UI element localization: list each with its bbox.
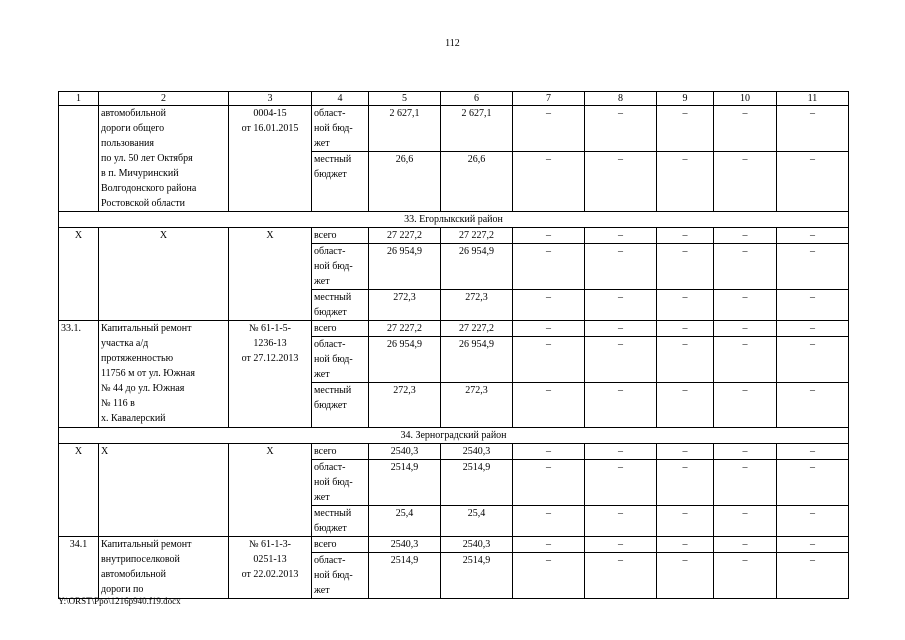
dash-cell: – [714,321,777,337]
col-header: 5 [369,92,441,106]
object-name-cell: Капитальный ремонт внутрипоселковой автомобильной дороги по [99,537,229,599]
dash-cell: – [714,106,777,152]
object-name-cell: автомобильной дороги общего пользования по ул. 50 лет Октября в п. Мичуринский Волгодонского района Ростовской области [99,106,229,212]
dash-cell: – [657,152,714,212]
dash-cell: – [777,537,849,553]
col-header: 11 [777,92,849,106]
value-cell: 27 227,2 [369,321,441,337]
dash-cell: – [585,444,657,460]
value-cell: 2 627,1 [441,106,513,152]
value-cell: 272,3 [369,383,441,428]
col-header: 7 [513,92,585,106]
dash-cell: – [714,244,777,290]
dash-cell: – [777,383,849,428]
value-cell: 2540,3 [441,444,513,460]
dash-cell: – [585,460,657,506]
dash-cell: – [777,290,849,321]
dash-cell: – [777,152,849,212]
value-cell: 26,6 [441,152,513,212]
dash-cell: – [585,244,657,290]
funding-source-cell: всего [312,228,369,244]
table-row [59,321,849,337]
dash-cell: – [714,383,777,428]
dash-cell: – [585,553,657,599]
value-cell: 2 627,1 [369,106,441,152]
item-number-cell [59,106,99,212]
document-cell: № 61-1-5- 1236-13 от 27.12.2013 [229,321,312,428]
funding-source-cell: местный бюджет [312,290,369,321]
dash-cell: – [714,290,777,321]
value-cell: 2540,3 [369,444,441,460]
col-header: 9 [657,92,714,106]
value-cell: 26 954,9 [441,337,513,383]
dash-cell: – [585,337,657,383]
dash-cell: – [657,228,714,244]
dash-cell: – [777,460,849,506]
value-cell: 26 954,9 [369,337,441,383]
dash-cell: – [513,152,585,212]
dash-cell: – [585,537,657,553]
financing-table [58,91,849,599]
dash-cell: – [714,337,777,383]
dash-cell: – [657,321,714,337]
section-row [59,212,849,228]
dash-cell: – [777,106,849,152]
column-number-row [59,92,849,106]
col-header: 4 [312,92,369,106]
table-row [59,537,849,553]
value-cell: 272,3 [441,383,513,428]
value-cell: 272,3 [369,290,441,321]
dash-cell: – [657,506,714,537]
dash-cell: – [657,537,714,553]
section-row [59,428,849,444]
table-row [59,106,849,152]
dash-cell: – [513,383,585,428]
item-number-cell: Х [59,444,99,537]
dash-cell: – [585,290,657,321]
funding-source-cell: всего [312,321,369,337]
dash-cell: – [513,290,585,321]
dash-cell: – [513,106,585,152]
col-header: 8 [585,92,657,106]
dash-cell: – [714,152,777,212]
col-header: 10 [714,92,777,106]
dash-cell: – [714,228,777,244]
funding-source-cell: всего [312,444,369,460]
document-cell: 0004-15 от 16.01.2015 [229,106,312,212]
section-title: 33. Егорлыкский район [59,212,849,228]
document-cell: № 61-1-3- 0251-13 от 22.02.2013 [229,537,312,599]
dash-cell: – [513,553,585,599]
dash-cell: – [585,106,657,152]
funding-source-cell: област- ной бюд- жет [312,553,369,599]
col-header: 1 [59,92,99,106]
funding-source-cell: местный бюджет [312,152,369,212]
item-number-cell: 33.1. [59,321,99,428]
funding-source-cell: местный бюджет [312,383,369,428]
value-cell: 27 227,2 [369,228,441,244]
dash-cell: – [657,460,714,506]
value-cell: 2514,9 [441,460,513,506]
dash-cell: – [777,244,849,290]
value-cell: 25,4 [441,506,513,537]
dash-cell: – [777,337,849,383]
item-number-cell: Х [59,228,99,321]
dash-cell: – [585,228,657,244]
dash-cell: – [714,460,777,506]
document-cell: Х [229,444,312,537]
col-header: 3 [229,92,312,106]
item-number-cell: 34.1 [59,537,99,599]
funding-source-cell: всего [312,537,369,553]
dash-cell: – [714,506,777,537]
document-cell: Х [229,228,312,321]
value-cell: 27 227,2 [441,321,513,337]
table-row [59,444,849,460]
col-header: 2 [99,92,229,106]
dash-cell: – [657,290,714,321]
dash-cell: – [585,321,657,337]
object-name-cell: Х [99,228,229,321]
dash-cell: – [777,553,849,599]
dash-cell: – [714,444,777,460]
value-cell: 26,6 [369,152,441,212]
dash-cell: – [777,321,849,337]
dash-cell: – [657,444,714,460]
value-cell: 272,3 [441,290,513,321]
col-header: 6 [441,92,513,106]
page-number: 112 [445,38,460,49]
dash-cell: – [513,460,585,506]
dash-cell: – [513,321,585,337]
value-cell: 2514,9 [369,460,441,506]
dash-cell: – [513,537,585,553]
value-cell: 2514,9 [441,553,513,599]
dash-cell: – [777,444,849,460]
funding-source-cell: област- ной бюд- жет [312,244,369,290]
dash-cell: – [657,106,714,152]
dash-cell: – [714,537,777,553]
object-name-cell: Х [99,444,229,537]
dash-cell: – [657,383,714,428]
dash-cell: – [657,553,714,599]
funding-source-cell: местный бюджет [312,506,369,537]
object-name-cell: Капитальный ремонт участка а/д протяженностью 11756 м от ул. Южная № 44 до ул. Южная № 116 в х. Кавалерский [99,321,229,428]
dash-cell: – [513,444,585,460]
value-cell: 2514,9 [369,553,441,599]
section-title: 34. Зерноградский район [59,428,849,444]
dash-cell: – [777,228,849,244]
funding-source-cell: област- ной бюд- жет [312,460,369,506]
value-cell: 2540,3 [369,537,441,553]
dash-cell: – [585,506,657,537]
dash-cell: – [585,383,657,428]
dash-cell: – [777,506,849,537]
value-cell: 26 954,9 [369,244,441,290]
dash-cell: – [513,228,585,244]
value-cell: 2540,3 [441,537,513,553]
dash-cell: – [585,152,657,212]
funding-source-cell: област- ной бюд- жет [312,337,369,383]
dash-cell: – [657,337,714,383]
value-cell: 25,4 [369,506,441,537]
dash-cell: – [513,506,585,537]
value-cell: 27 227,2 [441,228,513,244]
file-path-footer: Y:\ORST\Ppo\1216p940.f19.docx [58,596,181,606]
value-cell: 26 954,9 [441,244,513,290]
dash-cell: – [513,337,585,383]
dash-cell: – [657,244,714,290]
funding-source-cell: област- ной бюд- жет [312,106,369,152]
dash-cell: – [714,553,777,599]
table-row [59,228,849,244]
dash-cell: – [513,244,585,290]
